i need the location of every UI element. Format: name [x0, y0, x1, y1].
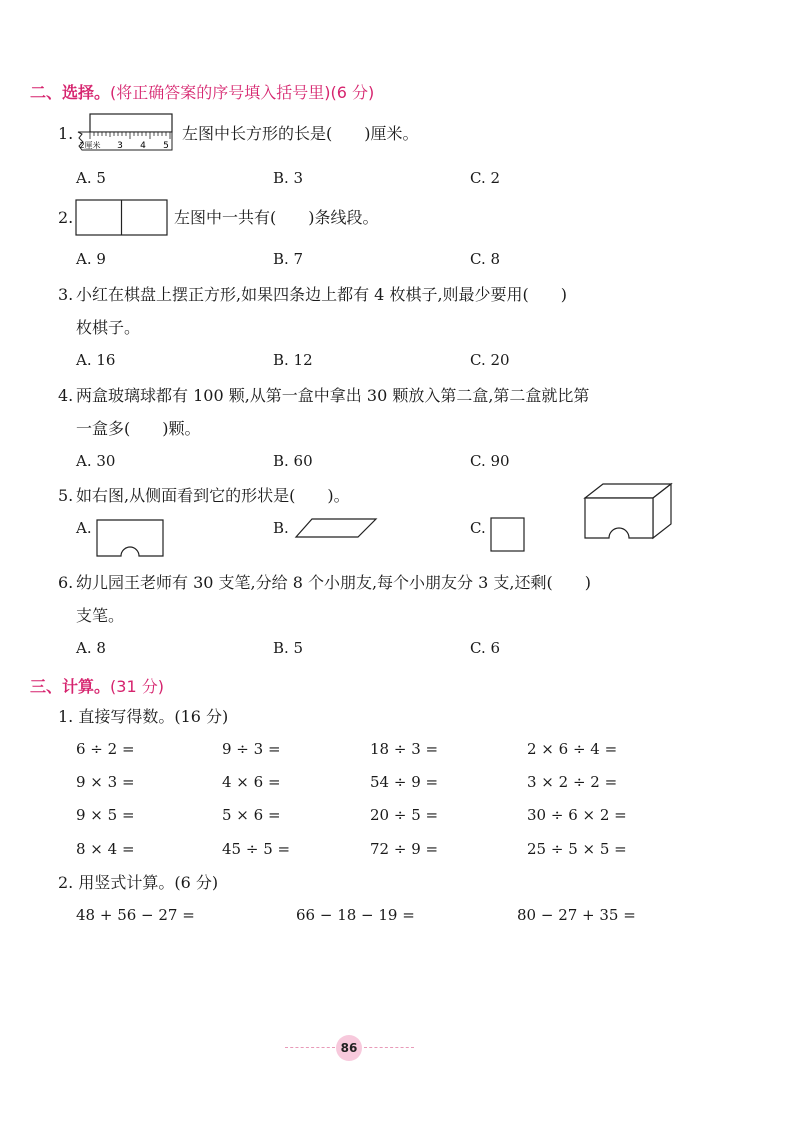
- q4-option-c: C. 90: [470, 452, 510, 470]
- q6-option-c: C. 6: [470, 639, 501, 657]
- calc-item: 3 × 2 ÷ 2 =: [527, 773, 618, 791]
- q3-text-line1: 小红在棋盘上摆正方形,如果四条边上都有 4 枚棋子,则最少要用( ): [76, 285, 568, 304]
- q5-option-b: B.: [273, 519, 289, 537]
- q5-option-a: A.: [76, 519, 92, 537]
- q3-number: 3.: [58, 285, 74, 304]
- q4-number: 4.: [58, 386, 74, 405]
- section3-title: 三、计算。: [30, 677, 111, 696]
- q1-option-a: A. 5: [76, 169, 106, 187]
- q6-number: 6.: [58, 573, 74, 592]
- q3-option-c: C. 20: [470, 351, 510, 369]
- q5-text: 如右图,从侧面看到它的形状是( )。: [76, 486, 350, 505]
- calc-item: 72 ÷ 9 =: [370, 840, 439, 858]
- q6-option-a: A. 8: [76, 639, 106, 657]
- calc-item: 25 ÷ 5 × 5 =: [527, 840, 627, 858]
- segments-figure: [75, 199, 169, 237]
- ruler-label-2: 2厘米: [79, 141, 101, 150]
- q1-number: 1.: [58, 124, 74, 143]
- q5-option-c: C.: [470, 519, 486, 537]
- q2-text: 左图中一共有( )条线段。: [174, 208, 379, 227]
- q3-option-a: A. 16: [76, 351, 116, 369]
- calc-item: 9 ÷ 3 =: [222, 740, 281, 758]
- q5-option-a-shape: [96, 518, 166, 558]
- calc-item: 4 × 6 =: [222, 773, 281, 791]
- calc-item: 54 ÷ 9 =: [370, 773, 439, 791]
- calc-item: 30 ÷ 6 × 2 =: [527, 806, 627, 824]
- section2-heading: [30, 80, 374, 103]
- ruler-label-5: 5: [163, 141, 169, 151]
- vertical-calc-item: 48 + 56 − 27 =: [76, 906, 195, 924]
- rectangle-on-ruler: [90, 114, 172, 132]
- q4-option-b: B. 60: [273, 452, 313, 470]
- section3-score: (31 分): [110, 677, 164, 696]
- section2-title: 二、选择。: [30, 83, 111, 102]
- q5-option-b-shape: [294, 517, 378, 539]
- vertical-calc-item: 80 − 27 + 35 =: [517, 906, 636, 924]
- footer-dash-right: [364, 1047, 414, 1048]
- q2-option-c: C. 8: [470, 250, 501, 268]
- page-number: 86: [336, 1035, 362, 1061]
- calc-item: 9 × 3 =: [76, 773, 135, 791]
- calc-item: 20 ÷ 5 =: [370, 806, 439, 824]
- section3-heading: [30, 674, 164, 697]
- q6-text-line2: 支笔。: [76, 606, 125, 625]
- calc-item: 5 × 6 =: [222, 806, 281, 824]
- q2-option-b: B. 7: [273, 250, 304, 268]
- q3-option-b: B. 12: [273, 351, 313, 369]
- calc-item: 18 ÷ 3 =: [370, 740, 439, 758]
- section2-instruction: (将正确答案的序号填入括号里)(6 分): [110, 83, 375, 102]
- q1-option-c: C. 2: [470, 169, 501, 187]
- q4-text-line2: 一盒多( )颗。: [76, 419, 201, 438]
- calc-item: 2 × 6 ÷ 4 =: [527, 740, 618, 758]
- ruler-figure: [76, 112, 176, 154]
- q6-option-b: B. 5: [273, 639, 304, 657]
- q6-text-line1: 幼儿园王老师有 30 支笔,分给 8 个小朋友,每个小朋友分 3 支,还剩( ): [76, 573, 591, 592]
- q3-text-line2: 枚棋子。: [76, 318, 141, 337]
- q5-number: 5.: [58, 486, 74, 505]
- q2-option-a: A. 9: [76, 250, 106, 268]
- ruler-label-4: 4: [140, 141, 146, 151]
- calc-item: 6 ÷ 2 =: [76, 740, 135, 758]
- ruler-label-3: 3: [117, 141, 123, 151]
- vertical-calc-item: 66 − 18 − 19 =: [296, 906, 415, 924]
- calc-part2-title: 2. 用竖式计算。(6 分): [58, 873, 219, 892]
- calc-item: 45 ÷ 5 =: [222, 840, 291, 858]
- calc-item: 8 × 4 =: [76, 840, 135, 858]
- calc-part1-title: 1. 直接写得数。(16 分): [58, 707, 229, 726]
- q4-option-a: A. 30: [76, 452, 116, 470]
- q5-option-c-shape: [490, 517, 526, 553]
- footer-dash-left: [285, 1047, 335, 1048]
- q4-text-line1: 两盒玻璃球都有 100 颗,从第一盒中拿出 30 颗放入第二盒,第二盒就比第: [76, 386, 590, 405]
- q2-number: 2.: [58, 208, 74, 227]
- q1-text: 左图中长方形的长是( )厘米。: [182, 124, 419, 143]
- q1-option-b: B. 3: [273, 169, 304, 187]
- solid-block-figure: [583, 482, 673, 542]
- calc-item: 9 × 5 =: [76, 806, 135, 824]
